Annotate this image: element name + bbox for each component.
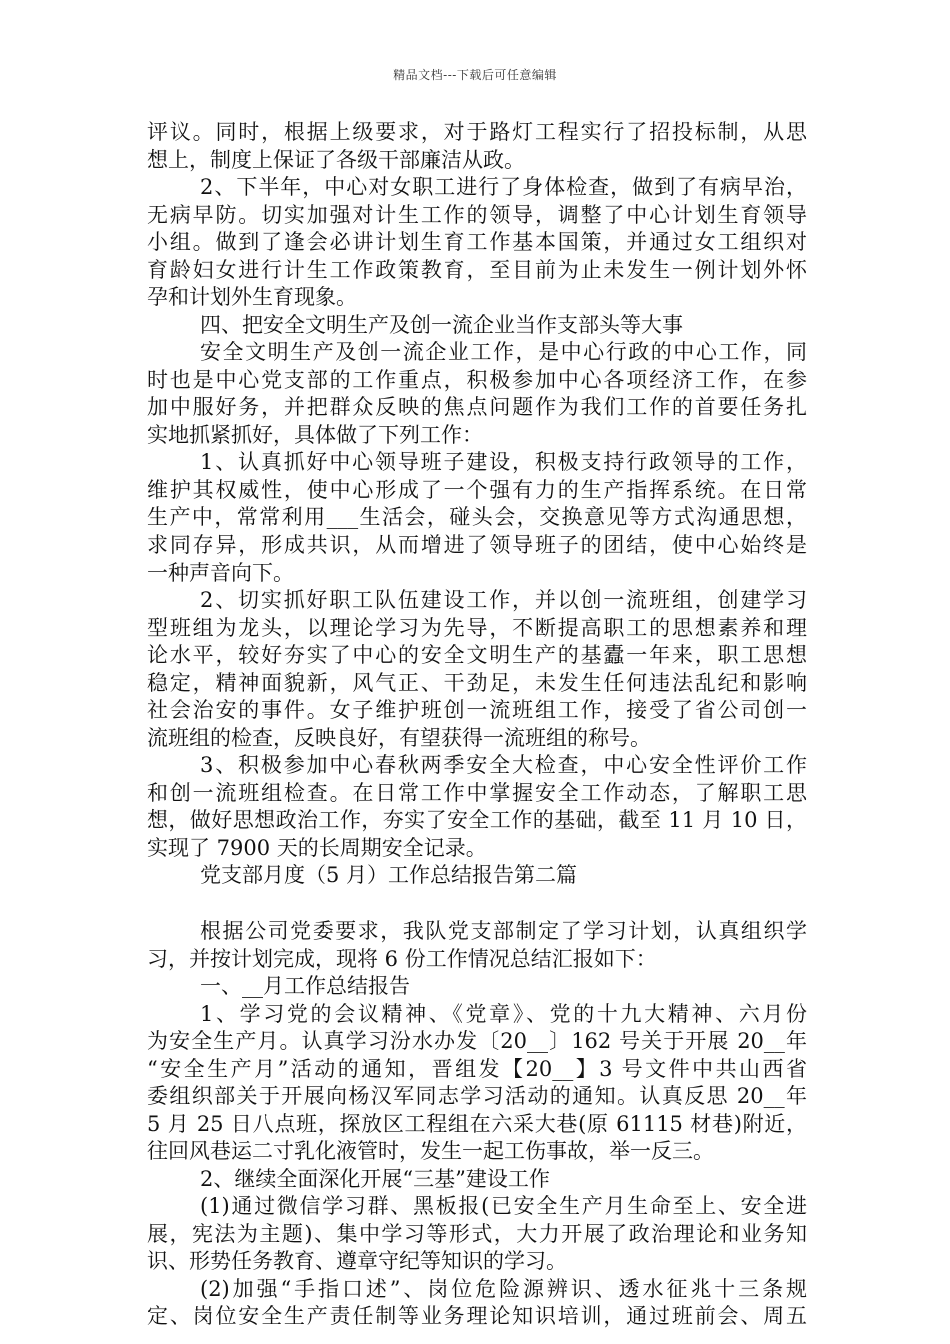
section-heading: 一、__月工作总结报告 bbox=[200, 974, 410, 998]
paragraph-line: 1、学习党的会议精神、《党章》、党的十九大精神、六月份 bbox=[200, 1002, 807, 1026]
page-header-note: 精品文档---下载后可任意编辑 bbox=[393, 68, 557, 82]
paragraph-line: (2)加强“手指口述”、岗位危险源辨识、透水征兆十三条规 bbox=[200, 1277, 807, 1301]
paragraph-line: “安全生产月”活动的通知，晋组发【20__】3 号文件中共山西省 bbox=[147, 1057, 807, 1081]
paragraph-line: 识、形势任务教育、遵章守纪等知识的学习。 bbox=[147, 1249, 567, 1273]
paragraph-line: 流班组的检查，反映良好，有望获得一流班组的称号。 bbox=[147, 726, 651, 750]
paragraph-line: 展，宪法为主题)、集中学习等形式，大力开展了政治理论和业务知 bbox=[147, 1222, 807, 1246]
paragraph-line: 委组织部关于开展向杨汉军同志学习活动的通知。认真反思 20__年 bbox=[147, 1084, 807, 1108]
paragraph-line: 社会治安的事件。女子维护班创一流班组工作，接受了省公司创一 bbox=[147, 698, 807, 722]
paragraph-line: 安全文明生产及创一流企业工作，是中心行政的中心工作，同 bbox=[200, 340, 807, 364]
paragraph-line: 往回风巷运二寸乳化液管时，发生一起工伤事故，举一反三。 bbox=[147, 1139, 714, 1163]
paragraph-line: 实地抓紧抓好，具体做了下列工作： bbox=[147, 423, 483, 447]
section-title: 党支部月度（5 月）工作总结报告第二篇 bbox=[200, 863, 578, 887]
paragraph-line: 为安全生产月。认真学习汾水办发〔20__〕162 号关于开展 20__年 bbox=[147, 1029, 807, 1053]
paragraph-line: 根据公司党委要求，我队党支部制定了学习计划，认真组织学 bbox=[200, 919, 807, 943]
paragraph-line: 型班组为龙头，以理论学习为先导，不断提高职工的思想素养和理 bbox=[147, 616, 807, 640]
paragraph-line: 生产中，常常利用___生活会，碰头会，交换意见等方式沟通思想， bbox=[147, 505, 807, 529]
paragraph-line: 想上，制度上保证了各级干部廉洁从政。 bbox=[147, 148, 525, 172]
paragraph-line: 维护其权威性，使中心形成了一个强有力的生产指挥系统。在日常 bbox=[147, 478, 807, 502]
paragraph-line: (1)通过微信学习群、黑板报(已安全生产月生命至上、安全进 bbox=[200, 1194, 807, 1218]
paragraph-line: 实现了 7900 天的长周期安全记录。 bbox=[147, 836, 487, 860]
section-heading: 2、继续全面深化开展“三基”建设工作 bbox=[200, 1167, 550, 1191]
paragraph-line: 2、下半年，中心对女职工进行了身体检查，做到了有病早治， bbox=[200, 175, 807, 199]
paragraph-line: 习，并按计划完成，现将 6 份工作情况总结汇报如下： bbox=[147, 947, 657, 971]
paragraph-line: 想，做好思想政治工作，夯实了安全工作的基础，截至 11 月 10 日， bbox=[147, 808, 807, 832]
section-heading: 四、把安全文明生产及创一流企业当作支部头等大事 bbox=[200, 313, 683, 337]
paragraph-line: 3、积极参加中心春秋两季安全大检查，中心安全性评价工作 bbox=[200, 753, 807, 777]
paragraph-line: 5 月 25 日八点班，探放区工程组在六采大巷(原 61115 材巷)附近， bbox=[147, 1112, 807, 1136]
paragraph-line: 小组。做到了逢会必讲计划生育工作基本国策，并通过女工组织对 bbox=[147, 230, 807, 254]
paragraph-line: 加中服好务，并把群众反映的焦点问题作为我们工作的首要任务扎 bbox=[147, 395, 807, 419]
paragraph-line: 求同存异，形成共识，从而增进了领导班子的团结，使中心始终是 bbox=[147, 533, 807, 557]
paragraph-line: 育龄妇女进行计生工作政策教育，至目前为止未发生一例计划外怀 bbox=[147, 258, 807, 282]
paragraph-line: 2、切实抓好职工队伍建设工作，并以创一流班组，创建学习 bbox=[200, 588, 807, 612]
paragraph-line: 稳定，精神面貌新，风气正、干劲足，未发生任何违法乱纪和影响 bbox=[147, 671, 807, 695]
paragraph-line: 无病早防。切实加强对计生工作的领导，调整了中心计划生育领导 bbox=[147, 203, 807, 227]
paragraph-line: 和创一流班组检查。在日常工作中掌握安全工作动态，了解职工思 bbox=[147, 781, 807, 805]
paragraph-line: 评议。同时，根据上级要求，对于路灯工程实行了招投标制，从思 bbox=[147, 120, 807, 144]
paragraph-line: 1、认真抓好中心领导班子建设，积极支持行政领导的工作， bbox=[200, 450, 807, 474]
paragraph-line: 一种声音向下。 bbox=[147, 561, 294, 585]
paragraph-line: 时也是中心党支部的工作重点，积极参加中心各项经济工作，在参 bbox=[147, 368, 807, 392]
paragraph-line: 定、岗位安全生产责任制等业务理论知识培训，通过班前会、周五 bbox=[147, 1304, 807, 1328]
paragraph-line: 论水平，较好夯实了中心的安全文明生产的基蠹一年来，职工思想 bbox=[147, 643, 807, 667]
paragraph-line: 孕和计划外生育现象。 bbox=[147, 285, 357, 309]
